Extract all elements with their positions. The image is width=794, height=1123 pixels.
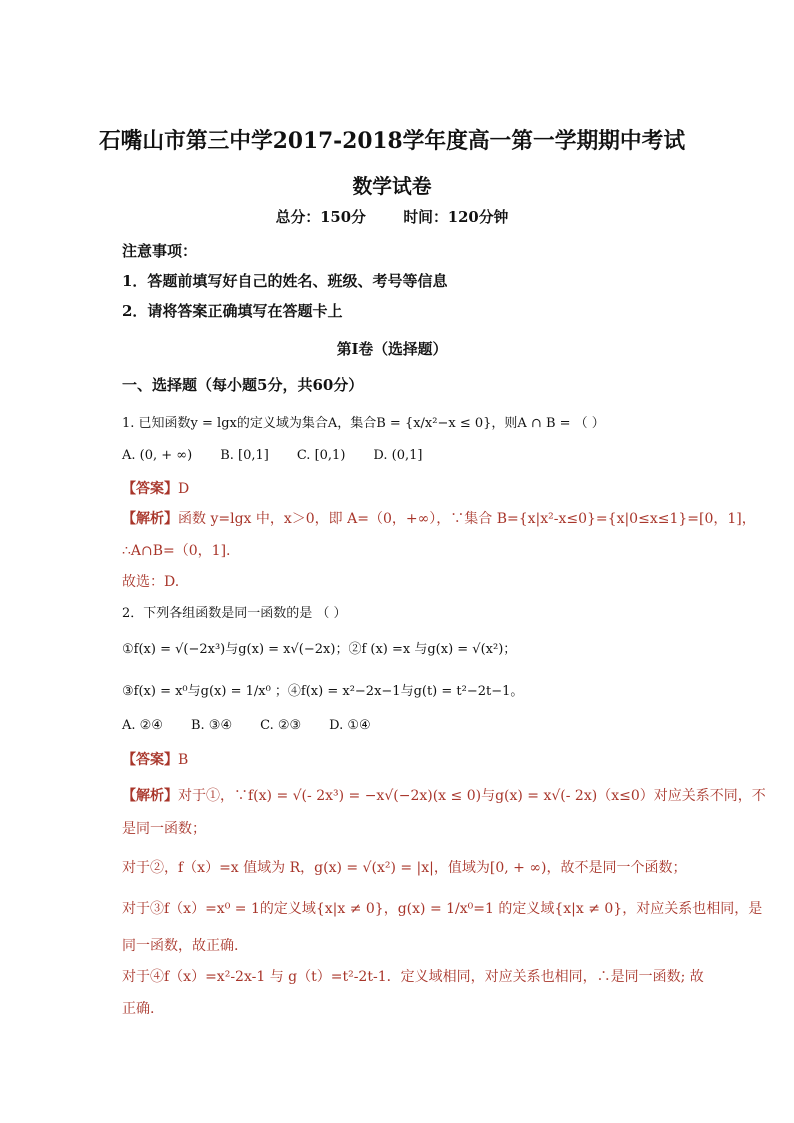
q1-explain-line-1: [122, 508, 756, 528]
q2-explain-line-2: 是同一函数；: [122, 821, 206, 837]
q1-explain-line-3: 故选：D.: [122, 574, 180, 590]
q2-option-c: C. ②③: [260, 718, 302, 733]
question-2-line-1: ①f(x) = √(−2x³)与g(x) = x√(−2x)；②f (x) =x 与g(x) = √(x²)；: [122, 642, 517, 657]
question-1-options: [122, 448, 450, 463]
q1-answer-value: D: [178, 481, 190, 497]
q1-option-d: D. (0,1]: [373, 448, 423, 463]
notes-heading: 注意事项：: [122, 242, 198, 260]
q2-option-d: D. ①④: [329, 718, 371, 733]
q2-answer: [122, 749, 188, 769]
q1-option-b: B. [0,1]: [220, 448, 269, 463]
q2-explain-line-5: 同一函数，故正确.: [122, 938, 239, 954]
q2-answer-value: B: [178, 752, 189, 768]
total-score: 总分：150分: [275, 208, 366, 226]
q2-option-a: A. ②④: [122, 718, 163, 733]
q2-explain-line-3: 对于②，f（x）=x 值域为 R，g(x) = √(x²) = |x|，值域为[0, + ∞)，故不是同一个函数；: [122, 860, 687, 876]
note-2: 2．请将答案正确填写在答题卡上: [122, 302, 343, 320]
section-heading: 一、选择题（每小题5分，共60分）: [122, 376, 364, 394]
q2-explain-line-1: [122, 785, 766, 805]
question-2-stem: 2．下列各组函数是同一函数的是 （ ）: [122, 606, 347, 621]
q1-answer: [122, 478, 189, 498]
note-1: 1．答题前填写好自己的姓名、班级、考号等信息: [122, 272, 448, 290]
q1-explain-line-2: ∴A∩B=（0，1].: [122, 543, 231, 559]
q1-explain-text-1: 函数 y=lgx 中，x＞0，即 A=（0，+∞），∵集合 B={x|x²-x≤0}={x|0≤x≤1}=[0，1]，: [178, 511, 756, 527]
q2-explain-text-1: 对于①，∵f(x) = √(- 2x³) = −x√(−2x)(x ≤ 0)与g(x) = x√(- 2x)（x≤0）对应关系不同，不: [178, 788, 766, 804]
volume-heading: 第Ⅰ卷（选择题）: [336, 340, 448, 358]
q2-option-b: B. ③④: [190, 718, 233, 733]
question-2-line-2: ③f(x) = x⁰与g(x) = 1/x⁰ ；④f(x) = x²−2x−1与g(t) = t²−2t−1。: [122, 684, 524, 699]
exam-title: 石嘴山市第三中学2017-2018学年度高一第一学期期中考试: [98, 128, 686, 154]
q1-answer-tag: 【答案】: [122, 481, 178, 497]
question-1-stem: 1. 已知函数y = lgx的定义域为集合A，集合B = {x/x²−x ≤ 0}，则A ∩ B = （ ）: [122, 416, 605, 431]
q1-option-c: C. [0,1): [296, 448, 346, 463]
exam-meta: [0, 206, 784, 227]
exam-time: 时间：120分钟: [403, 208, 509, 226]
q2-explain-line-6: 对于④f（x）=x²-2x-1 与 g（t）=t²-2t-1．定义域相同，对应关系也相同，∴是同一函数; 故: [122, 969, 704, 985]
q2-explain-line-7: 正确.: [122, 1001, 155, 1017]
q2-explain-tag: 【解析】: [122, 788, 178, 804]
q2-answer-tag: 【答案】: [122, 752, 178, 768]
q1-option-a: A. (0, + ∞): [122, 448, 193, 463]
exam-subtitle: 数学试卷: [352, 174, 432, 198]
q2-explain-line-4: 对于③f（x）=x⁰ = 1的定义域{x|x ≠ 0}，g(x) = 1/x⁰=1 的定义域{x|x ≠ 0}，对应关系也相同，是: [122, 901, 763, 917]
question-2-options: [122, 718, 399, 733]
q1-explain-tag: 【解析】: [122, 511, 178, 527]
